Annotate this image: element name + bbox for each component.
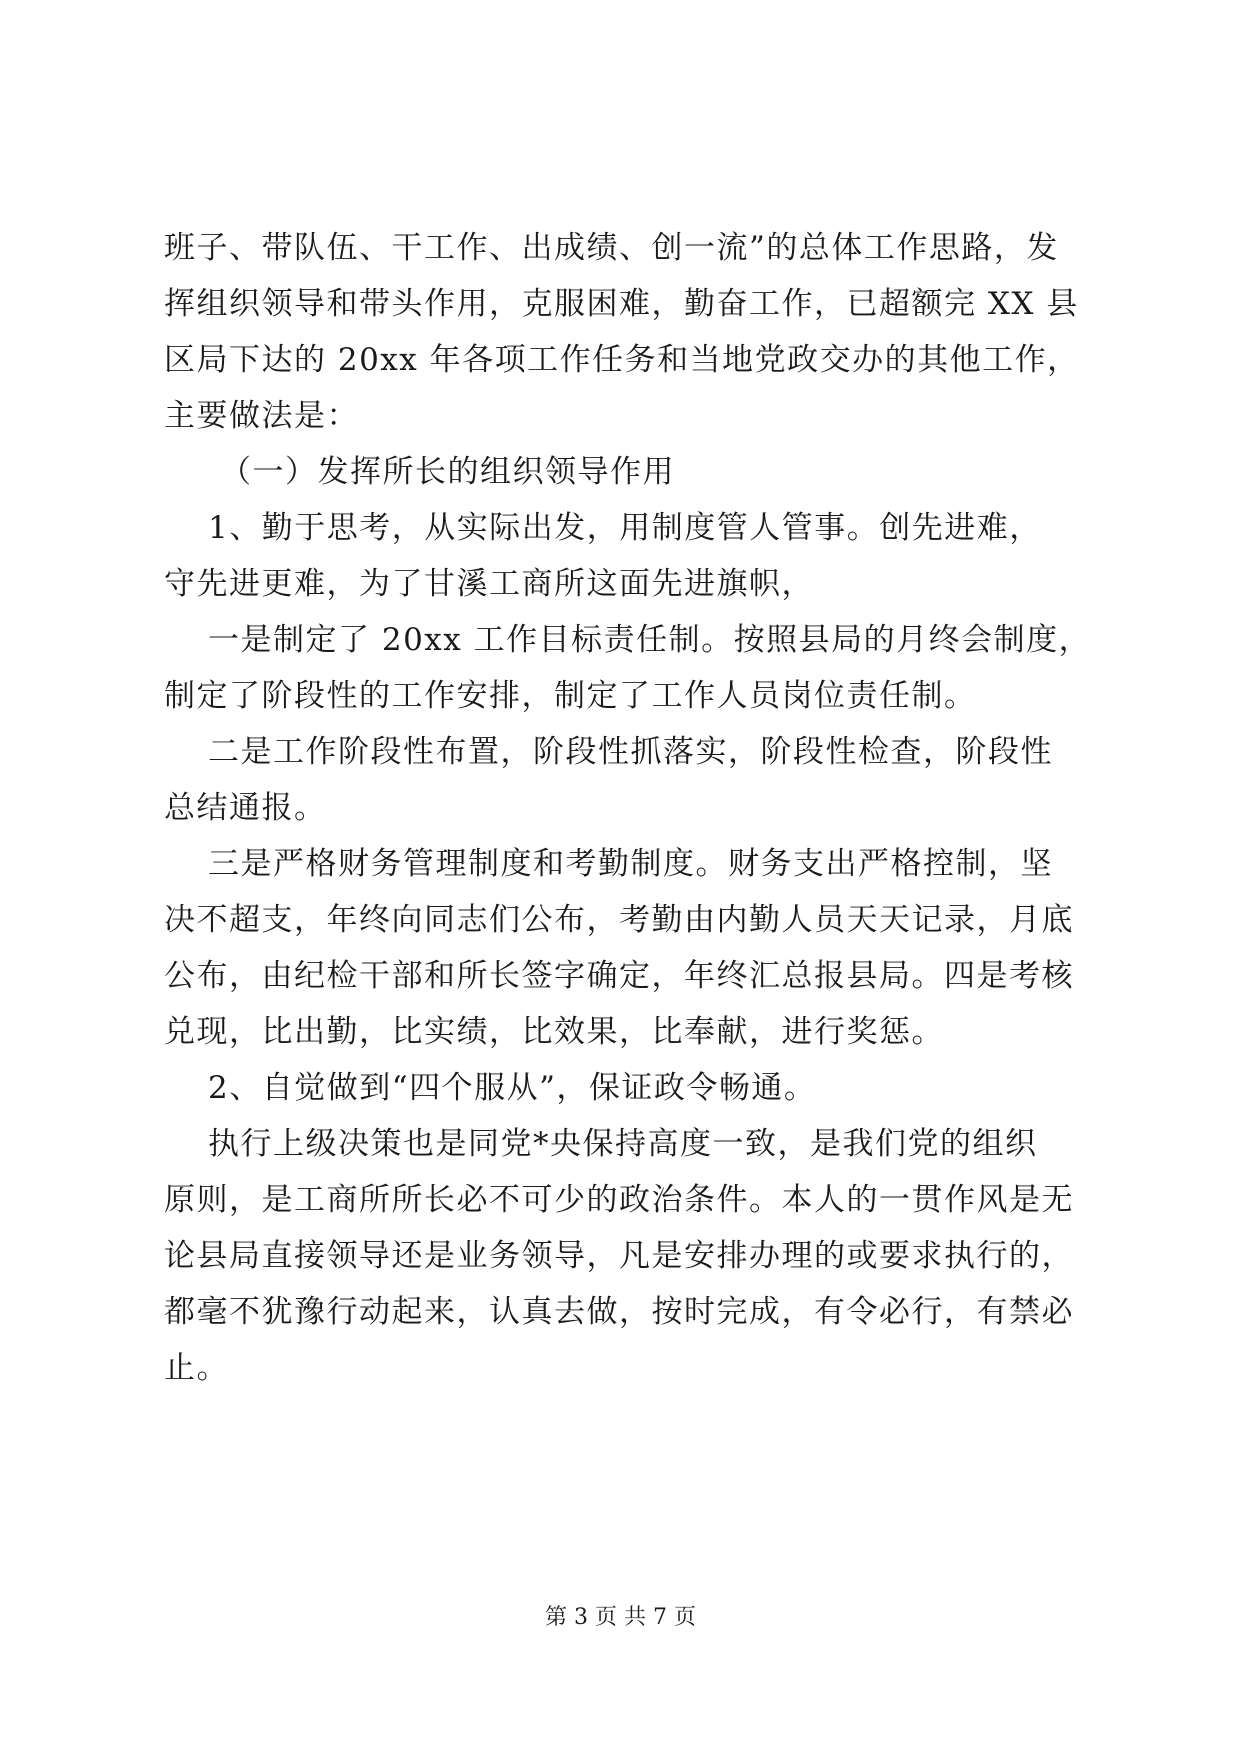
text-line: 执行上级决策也是同党*央保持高度一致，是我们党的组织: [208, 1126, 1038, 1162]
text-line: 区局下达的 20xx 年各项工作任务和当地党政交办的其他工作，: [164, 342, 1080, 378]
text-line: 三是严格财务管理制度和考勤制度。财务支出严格控制，坚: [208, 846, 1053, 882]
text-line: 原则，是工商所所长必不可少的政治条件。本人的一贯作风是无: [164, 1182, 1074, 1218]
text-line: 守先进更难，为了甘溪工商所这面先进旗帜，: [164, 566, 814, 602]
page-number: 第 3 页 共 7 页: [545, 1605, 696, 1630]
text-line: 制定了阶段性的工作安排，制定了工作人员岗位责任制。: [164, 678, 977, 714]
text-line: 兑现，比出勤，比实绩，比效果，比奉献，进行奖惩。: [164, 1014, 944, 1050]
text-line: 班子、带队伍、干工作、出成绩、创一流”的总体工作思路，发: [164, 230, 1059, 266]
text-line: 决不超支，年终向同志们公布，考勤由内勤人员天天记录，月底: [164, 902, 1074, 938]
text-line: 总结通报。: [164, 790, 327, 826]
text-line: 二是工作阶段性布置，阶段性抓落实，阶段性检查，阶段性: [208, 734, 1053, 770]
section-heading: （一）发挥所长的组织领导作用: [220, 454, 675, 490]
text-line: 1、勤于思考，从实际出发，用制度管人管事。创先进难，: [208, 510, 1042, 546]
text-line: 止。: [164, 1350, 229, 1386]
text-line: 公布，由纪检干部和所长签字确定，年终汇总报县局。四是考核: [164, 958, 1074, 994]
text-line: 一是制定了 20xx 工作目标责任制。按照县局的月终会制度，: [208, 622, 1092, 658]
text-line: 论县局直接领导还是业务领导，凡是安排办理的或要求执行的，: [164, 1238, 1074, 1274]
text-line: 挥组织领导和带头作用，克服困难，勤奋工作，已超额完 XX 县: [164, 286, 1079, 322]
text-line: 2、自觉做到“四个服从”，保证政令畅通。: [208, 1070, 817, 1106]
text-line: 主要做法是：: [164, 398, 359, 434]
text-line: 都毫不犹豫行动起来，认真去做，按时完成，有令必行，有禁必: [164, 1294, 1074, 1330]
